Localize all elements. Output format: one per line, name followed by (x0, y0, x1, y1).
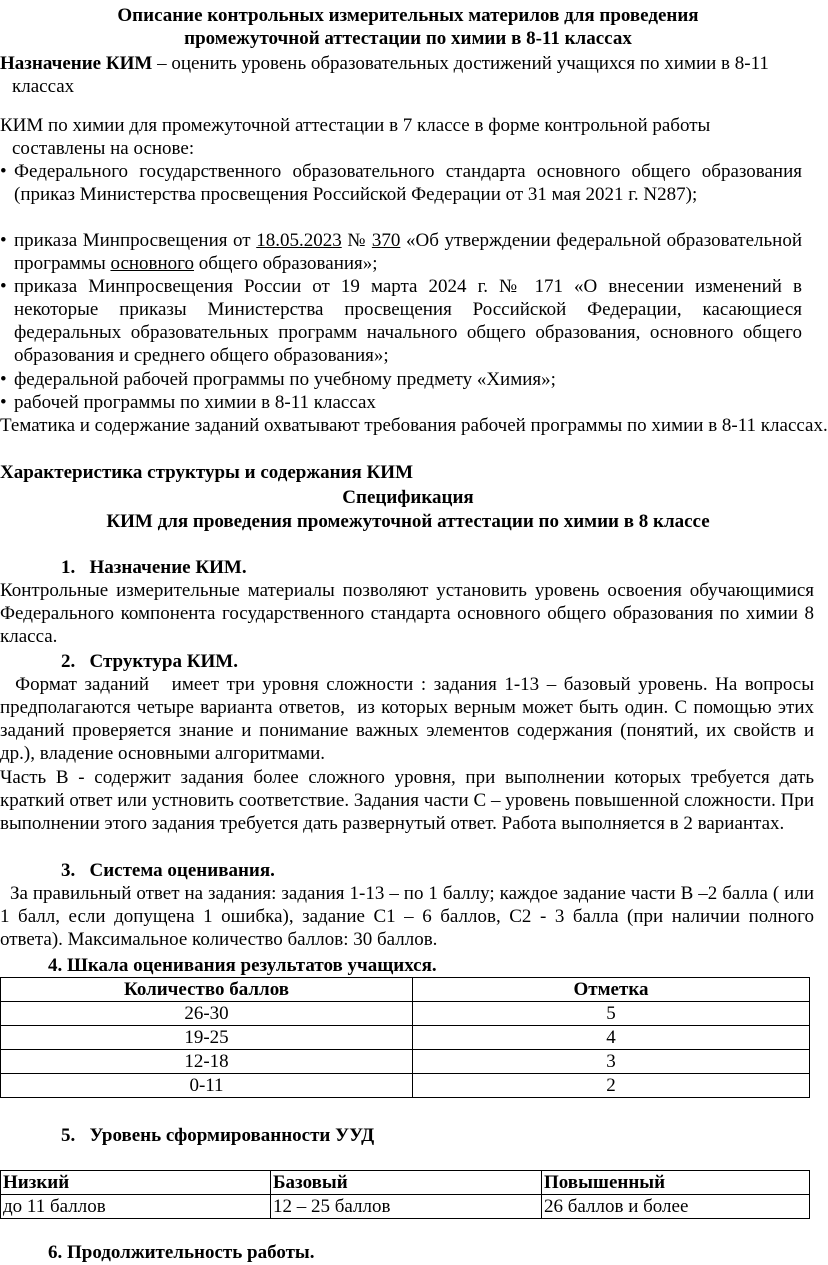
section-4-heading: 4. Шкала оценивания результатов учащихся. (48, 955, 437, 976)
purpose-paragraph (0, 52, 812, 98)
basis-list-item-4: • федеральной рабочей программы по учебному предмету «Химия»; (0, 369, 556, 390)
table-cell: 26-30 (1, 1002, 413, 1026)
table-cell: 19-25 (1, 1026, 413, 1050)
basis-list-item-5: • рабочей программы по химии в 8-11 классах (0, 392, 376, 413)
table-cell: 0-11 (1, 1074, 413, 1098)
structure-heading: Характеристика структуры и содержания КИМ (0, 462, 414, 483)
purpose-text: – оценить уровень образовательных достижений учащихся по химии в 8-11 классах (12, 53, 769, 97)
basis-intro: КИМ по химии для промежуточной аттестации в 7 классе в форме контрольной работы составлены на основе: (0, 115, 711, 159)
document-title-line-1: Описание контрольных измерительных материлов для проведения (117, 5, 699, 26)
table-cell: 26 баллов и более (542, 1195, 810, 1219)
table-header-cell: Количество баллов (1, 978, 413, 1002)
table-header-cell: Базовый (271, 1171, 542, 1195)
bullet-icon: • (0, 161, 7, 182)
section-1-text: Контрольные измерительные материалы позволяют установить уровень освоения обучающимися Федерального компонента государственного стандарта основного общего образования по химии 8 класса. (0, 580, 814, 647)
table-cell: 12 – 25 баллов (271, 1195, 542, 1219)
bullet-icon: • (0, 369, 7, 390)
table-row (1, 1195, 810, 1219)
table-header-cell: Повышенный (542, 1171, 810, 1195)
table-header-row (1, 1171, 810, 1195)
order-number-link[interactable]: 370 (371, 230, 401, 251)
section-1-heading: 1. Назначение КИМ. (61, 557, 247, 578)
table-row (1, 1002, 810, 1026)
bullet-icon: • (0, 392, 7, 413)
topics-paragraph: Тематика и содержание заданий охватывают требования рабочей программы по химии в 8-11 классах. (0, 415, 828, 436)
purpose-label: Назначение КИМ (0, 53, 153, 74)
basis-list-item-3: • приказа Минпросвещения России от 19 марта 2024 г. № 171 «О внесении изменений в некоторые приказы Министерства просвещения Российской Федерации, касающиеся федеральных образовательных программ начального общего образования, основного общего образования и среднего общего образования»; (0, 276, 802, 366)
table-header-row (1, 978, 810, 1002)
document-title-line-2: промежуточной аттестации по химии в 8-11 классах (184, 28, 632, 49)
program-level-link[interactable]: основного (110, 253, 195, 274)
grade-scale-table (0, 977, 810, 1098)
section-6-heading: 6. Продолжительность работы. (48, 1242, 315, 1263)
bullet-icon: • (0, 230, 7, 251)
table-cell: 5 (413, 1002, 810, 1026)
spec-title: Спецификация (342, 487, 474, 508)
table-cell: 4 (413, 1026, 810, 1050)
table-row (1, 1074, 810, 1098)
uud-level-table (0, 1170, 810, 1219)
section-3-text: За правильный ответ на задания: задания 1-13 – по 1 баллу; каждое задание части В –2 балла ( или 1 балл, если допущена 1 ошибка), задание С1 – 6 баллов, С2 - 3 балла (при наличии полного ответа). Максимальное количество баллов: 30 баллов. (0, 883, 819, 950)
section-2-text-2: Часть В - содержит задания более сложного уровня, при выполнении которых требуется дать краткий ответ или устновить соответствие. Задания части С – уровень повышенной сложности. При выполнении этого задания требуется дать развернутый ответ. Работа выполняется в 2 вариантах. (0, 767, 814, 834)
basis-list-item-1: • Федерального государственного образовательного стандарта основного общего образования (приказ Министерства просвещения Российской Федерации от 31 мая 2021 г. N287); (0, 161, 802, 205)
bullet-icon: • (0, 276, 7, 297)
spec-subtitle: КИМ для проведения промежуточной аттестации по химии в 8 классе (106, 511, 710, 532)
section-3-heading: 3. Система оценивания. (61, 860, 275, 881)
table-cell: 2 (413, 1074, 810, 1098)
table-header-cell: Отметка (413, 978, 810, 1002)
basis-list-item-2: • приказа Минпросвещения от 18.05.2023 № 370 «Об утверждении федеральной образовательной программы основного общего образования»; (0, 230, 802, 274)
order-date-link[interactable]: 18.05.2023 (256, 230, 342, 251)
table-cell: 3 (413, 1050, 810, 1074)
table-header-cell: Низкий (1, 1171, 271, 1195)
table-row (1, 1050, 810, 1074)
table-cell: до 11 баллов (1, 1195, 271, 1219)
section-2-text-1: Формат заданий имеет три уровня сложности : задания 1-13 – базовый уровень. На вопросы предполагаются четыре варианта ответов, из которых верным может быть один. С помощью этих заданий проверяется знание и понимание важных элементов содержания (понятий, их свойств и др.), владение основными алгоритмами. (0, 674, 819, 764)
table-row (1, 1026, 810, 1050)
table-cell: 12-18 (1, 1050, 413, 1074)
section-2-heading: 2. Структура КИМ. (61, 651, 238, 672)
section-5-heading: 5. Уровень сформированности УУД (61, 1125, 375, 1146)
